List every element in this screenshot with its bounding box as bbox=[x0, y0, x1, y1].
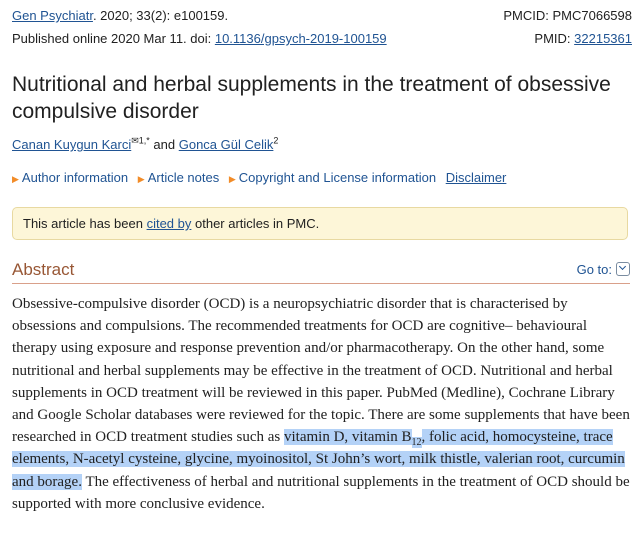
goto-label[interactable]: Go to: bbox=[576, 262, 612, 277]
abstract-heading: Abstract bbox=[12, 260, 75, 279]
selected-text-a: vitamin D, vitamin B bbox=[284, 429, 412, 446]
pmid-link[interactable]: 32215361 bbox=[574, 31, 632, 46]
authors-and: and bbox=[149, 137, 179, 152]
author-info-label[interactable]: Author information bbox=[21, 170, 129, 185]
article-title: Nutritional and herbal supplements in the treatment of obsessive compulsive disorder bbox=[12, 73, 611, 123]
author-link-1[interactable]: Canan Kuygun Karci bbox=[12, 137, 132, 152]
pmcid-label: PMCID: PMC7066598 bbox=[503, 8, 632, 23]
cited-by-notice bbox=[12, 207, 628, 240]
selected-text-b: , folic acid, homocysteine, trace elements, N-acetyl cysteine, glycine, myoinositol, St John’s wort, milk thistle, valerian root, curcumin and borage. bbox=[12, 429, 625, 490]
cited-suffix: other articles in PMC. bbox=[191, 216, 320, 231]
goto-menu[interactable] bbox=[577, 262, 630, 277]
author-link-2[interactable]: Gonca Gül Celik bbox=[178, 137, 274, 152]
abstract-header bbox=[12, 260, 630, 284]
triangle-right-icon: ▶ bbox=[137, 174, 145, 184]
pmid-block bbox=[534, 31, 632, 47]
copyright-toggle[interactable] bbox=[229, 170, 436, 185]
journal-link[interactable]: Gen Psychiatr bbox=[12, 8, 93, 23]
author-list bbox=[12, 136, 278, 154]
article-info-bar bbox=[12, 170, 506, 187]
selected-subscript: 12 bbox=[411, 437, 422, 449]
abstract-text-after: The effectiveness of herbal and nutritional supplements in the treatment of OCD should be supported with more conclusive evidence. bbox=[12, 473, 630, 512]
triangle-right-icon: ▶ bbox=[228, 174, 236, 184]
author-1-affiliation[interactable]: 1,* bbox=[138, 135, 150, 146]
citation-line bbox=[12, 8, 632, 24]
abstract-text bbox=[12, 293, 632, 515]
chevron-down-icon[interactable] bbox=[616, 262, 630, 276]
cited-by-link[interactable]: cited by bbox=[146, 216, 192, 231]
cited-prefix: This article has been bbox=[23, 216, 147, 231]
copyright-label[interactable]: Copyright and License information bbox=[238, 170, 437, 185]
triangle-right-icon: ▶ bbox=[12, 174, 19, 184]
email-icon[interactable]: ✉ bbox=[131, 135, 139, 146]
abstract-text-before: Obsessive-compulsive disorder (OCD) is a neuropsychiatric disorder that is characterised by obsessions and compulsions. The recommended treatments for OCD are cognitive– behavioural therapy using exposure and response prevention and/or pharmacotherapy. On the other hand, some nutritional and herbal supplements may be effective in the treatment of OCD. Nutritional and herbal supplements in OCD treatment will be reviewed in this paper. PubMed (Medline), Cochrane Library and Google Scholar databases were reviewed for the topic. There are some supplements that have been researched in OCD treatment studies such as bbox=[12, 296, 630, 446]
published-text: Published online 2020 Mar 11. doi: bbox=[12, 31, 215, 46]
doi-link[interactable]: 10.1136/gpsych-2019-100159 bbox=[214, 31, 387, 46]
disclaimer-link[interactable]: Disclaimer bbox=[445, 170, 507, 185]
author-2-affiliation: 2 bbox=[273, 135, 279, 146]
citation-details: . 2020; 33(2): e100159. bbox=[92, 8, 229, 23]
article-notes-toggle[interactable] bbox=[138, 170, 219, 185]
published-line bbox=[12, 31, 632, 47]
article-notes-label[interactable]: Article notes bbox=[147, 170, 220, 185]
author-info-toggle[interactable] bbox=[12, 170, 128, 185]
pmid-label: PMID: bbox=[534, 31, 575, 46]
